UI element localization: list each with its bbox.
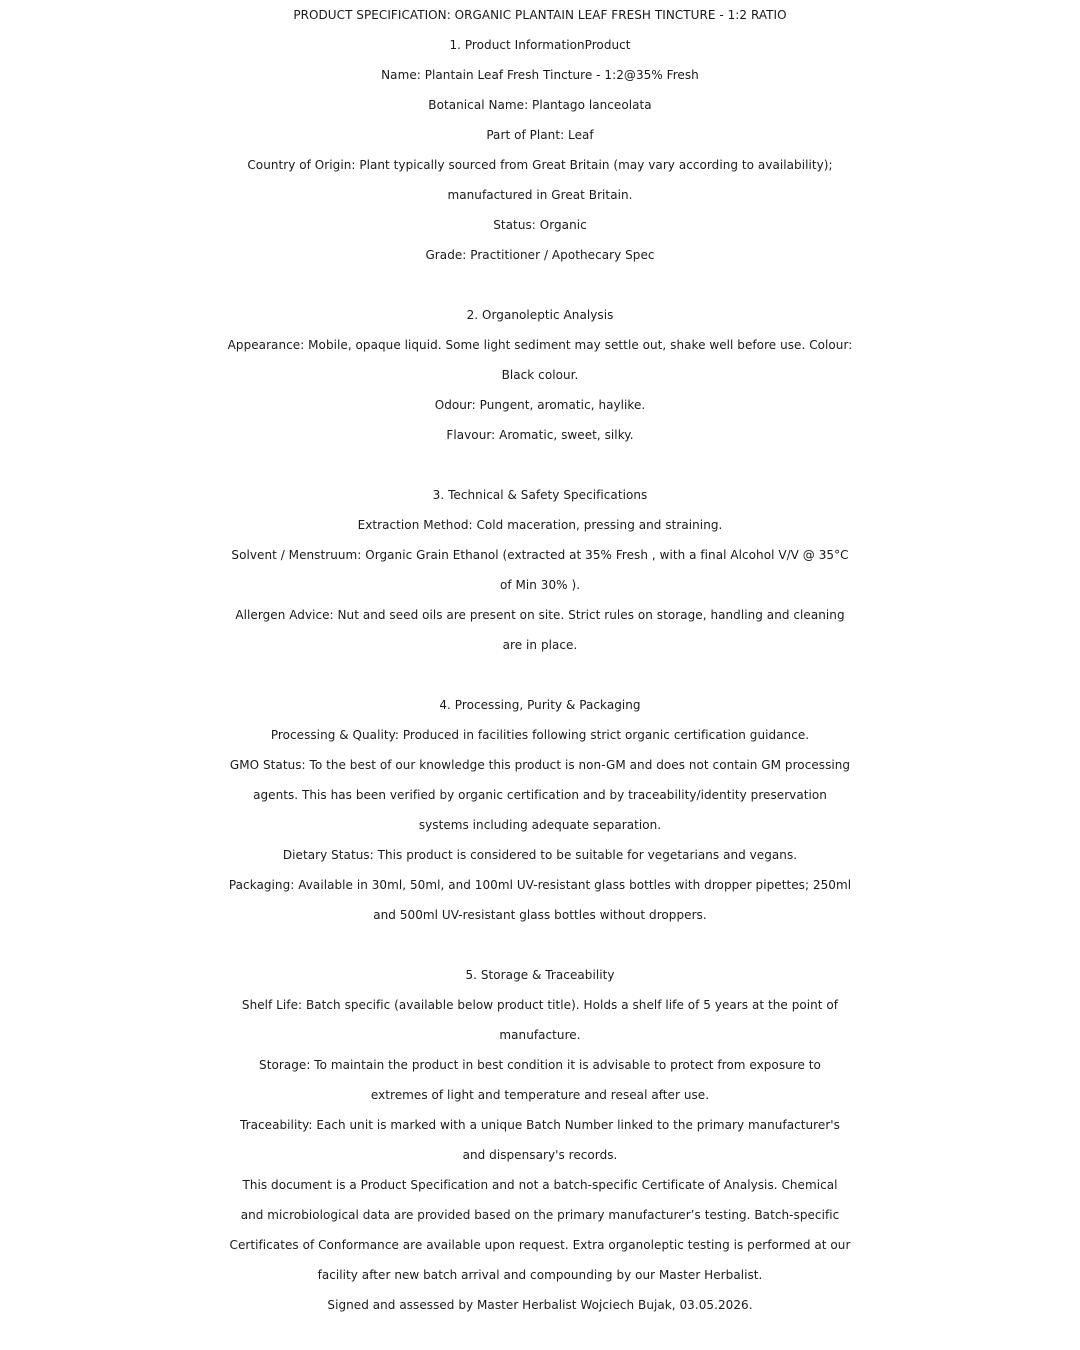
section-spacer <box>0 660 1080 690</box>
disclaimer-line-3: Certificates of Conformance are available upon request. Extra organoleptic testing is performed at our <box>229 1238 851 1252</box>
section-spacer <box>0 930 1080 960</box>
appearance-line-2: Black colour. <box>501 368 579 382</box>
odour: Odour: Pungent, aromatic, haylike. <box>434 398 646 412</box>
shelf-life-line-2: manufacture. <box>499 1028 581 1042</box>
allergen-line-1: Allergen Advice: Nut and seed oils are present on site. Strict rules on storage, handling and cleaning <box>235 608 845 622</box>
gmo-status-line-2: agents. This has been verified by organic certification and by traceability/identity preservation <box>253 788 827 802</box>
traceability-line-2: and dispensary's records. <box>462 1148 618 1162</box>
section-spacer <box>0 270 1080 300</box>
signature-line: Signed and assessed by Master Herbalist Wojciech Bujak, 03.05.2026. <box>327 1298 753 1312</box>
status: Status: Organic <box>493 218 587 232</box>
storage-line-2: extremes of light and temperature and reseal after use. <box>370 1088 710 1102</box>
extraction-method: Extraction Method: Cold maceration, pressing and straining. <box>357 518 723 532</box>
section-4-heading: 4. Processing, Purity & Packaging <box>439 698 641 712</box>
disclaimer-line-2: and microbiological data are provided based on the primary manufacturer’s testing. Batch-specific <box>240 1208 840 1222</box>
country-of-origin-line-2: manufactured in Great Britain. <box>447 188 633 202</box>
disclaimer-line-1: This document is a Product Specification and not a batch-specific Certificate of Analysis. Chemical <box>242 1178 838 1192</box>
dietary-status: Dietary Status: This product is considered to be suitable for vegetarians and vegans. <box>282 848 798 862</box>
packaging-line-1: Packaging: Available in 30ml, 50ml, and 100ml UV-resistant glass bottles with dropper pipettes; 250ml <box>228 878 852 892</box>
section-5-heading: 5. Storage & Traceability <box>465 968 615 982</box>
gmo-status-line-1: GMO Status: To the best of our knowledge this product is non-GM and does not contain GM processing <box>229 758 851 772</box>
packaging-line-2: and 500ml UV-resistant glass bottles without droppers. <box>373 908 707 922</box>
shelf-life-line-1: Shelf Life: Batch specific (available below product title). Holds a shelf life of 5 years at the point of <box>241 998 839 1012</box>
grade: Grade: Practitioner / Apothecary Spec <box>425 248 655 262</box>
flavour: Flavour: Aromatic, sweet, silky. <box>446 428 634 442</box>
plant-part: Part of Plant: Leaf <box>486 128 594 142</box>
processing-quality: Processing & Quality: Produced in facilities following strict organic certification guidance. <box>270 728 810 742</box>
section-1-heading: 1. Product InformationProduct <box>449 38 631 52</box>
solvent-line-2: of Min 30% ). <box>499 578 581 592</box>
appearance-line-1: Appearance: Mobile, opaque liquid. Some light sediment may settle out, shake well before use. Colour: <box>227 338 853 352</box>
section-2-heading: 2. Organoleptic Analysis <box>466 308 614 322</box>
country-of-origin-line-1: Country of Origin: Plant typically sourced from Great Britain (may vary according to availability); <box>247 158 833 172</box>
allergen-line-2: are in place. <box>502 638 578 652</box>
disclaimer-line-4: facility after new batch arrival and compounding by our Master Herbalist. <box>317 1268 763 1282</box>
product-name: Name: Plantain Leaf Fresh Tincture - 1:2@35% Fresh <box>381 68 699 82</box>
section-spacer <box>0 450 1080 480</box>
solvent-line-1: Solvent / Menstruum: Organic Grain Ethanol (extracted at 35% Fresh , with a final Alcohol V/V @ 35°C <box>231 548 849 562</box>
document-title: PRODUCT SPECIFICATION: ORGANIC PLANTAIN LEAF FRESH TINCTURE - 1:2 RATIO <box>293 8 787 22</box>
traceability-line-1: Traceability: Each unit is marked with a unique Batch Number linked to the primary manufacturer's <box>240 1118 840 1132</box>
section-3-heading: 3. Technical & Safety Specifications <box>432 488 648 502</box>
gmo-status-line-3: systems including adequate separation. <box>418 818 662 832</box>
storage-line-1: Storage: To maintain the product in best condition it is advisable to protect from exposure to <box>259 1058 821 1072</box>
botanical-name: Botanical Name: Plantago lanceolata <box>428 98 652 112</box>
